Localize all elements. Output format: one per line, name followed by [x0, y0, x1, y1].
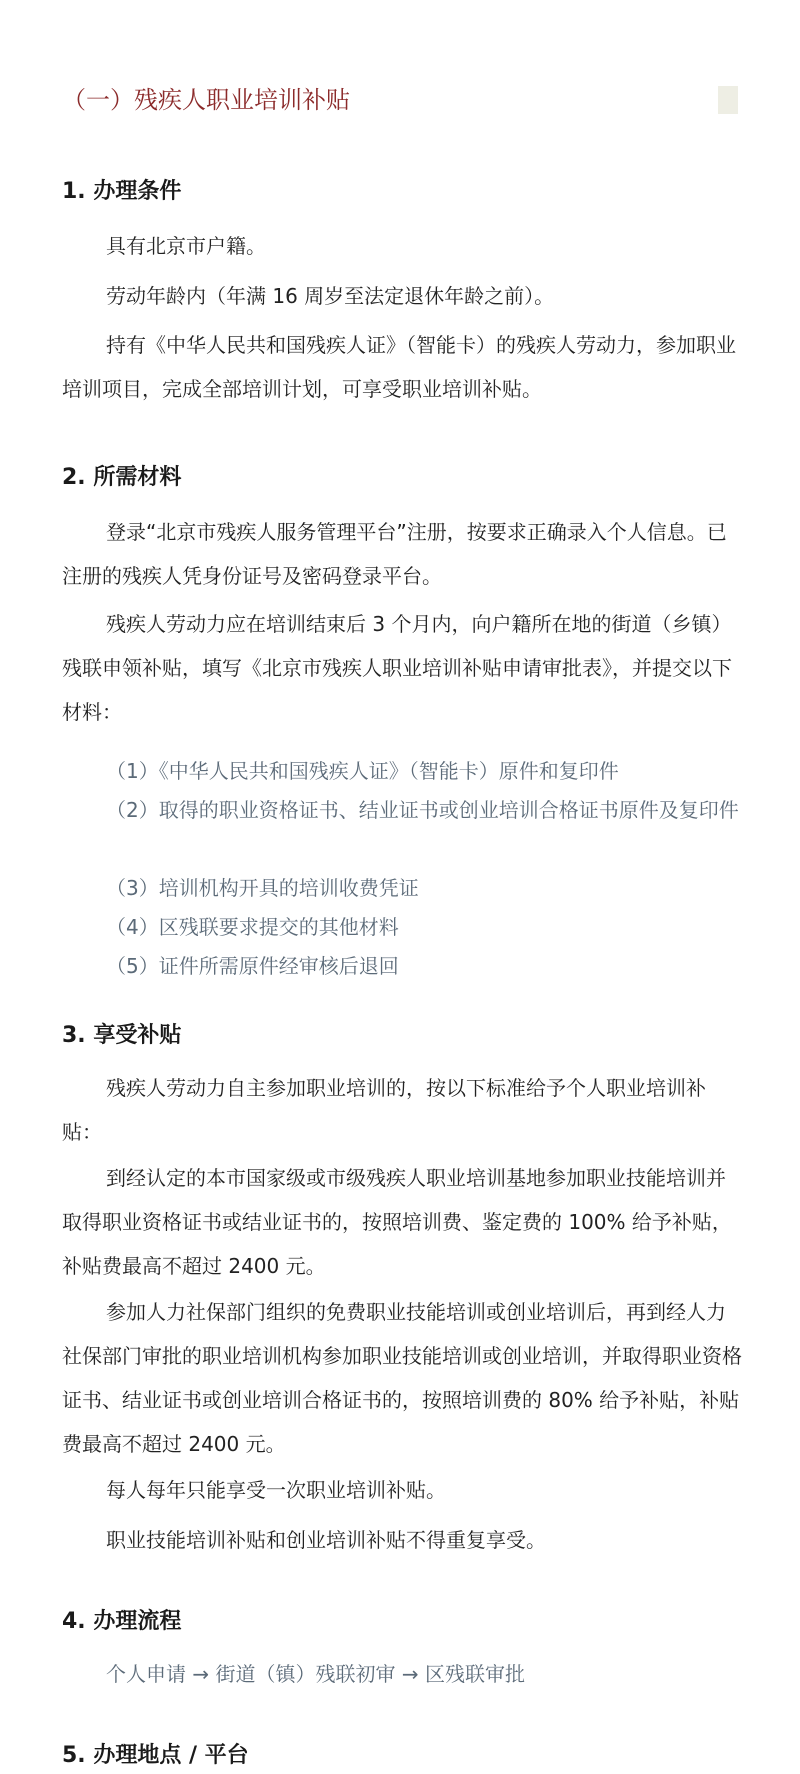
materials-heading: 2. 所需材料	[62, 465, 182, 490]
corner-mark	[718, 86, 738, 114]
section-title: （一）残疾人职业培训补贴	[62, 86, 350, 114]
materials-list-item: （4）区残联要求提交的其他材料	[106, 915, 399, 939]
subsidy-paragraph: 到经认定的本市国家级或市级残疾人职业培训基地参加职业技能培训并取得职业资格证书或结业证书的，按照培训费、鉴定费的 100% 给予补贴，补贴费最高不超过 2400 元。	[62, 1166, 732, 1278]
materials-list-item: （5）证件所需原件经审核后退回	[106, 954, 399, 978]
condition-item: 劳动年龄内（年满 16 周岁至法定退休年龄之前）。	[106, 284, 555, 308]
process-heading: 4. 办理流程	[62, 1609, 182, 1634]
materials-paragraph: 登录“北京市残疾人服务管理平台”注册，按要求正确录入个人信息。已注册的残疾人凭身份证号及密码登录平台。	[62, 520, 727, 588]
conditions-heading: 1. 办理条件	[62, 179, 182, 204]
materials-list-item: （3）培训机构开具的培训收费凭证	[106, 876, 419, 900]
condition-item: 持有《中华人民共和国残疾人证》（智能卡）的残疾人劳动力，参加职业培训项目，完成全部培训计划，可享受职业培训补贴。	[62, 333, 736, 401]
condition-item: 具有北京市户籍。	[106, 234, 266, 258]
materials-list-item: （2）取得的职业资格证书、结业证书或创业培训合格证书原件及复印件	[106, 798, 739, 822]
subsidy-paragraph: 职业技能培训补贴和创业培训补贴不得重复享受。	[106, 1528, 546, 1552]
process-flow: 个人申请 → 街道（镇）残联初审 → 区残联审批	[106, 1662, 525, 1686]
materials-paragraph: 残疾人劳动力应在培训结束后 3 个月内，向户籍所在地的街道（乡镇）残联申领补贴，填写《北京市残疾人职业培训补贴申请审批表》，并提交以下材料：	[62, 612, 732, 724]
subsidy-paragraph: 残疾人劳动力自主参加职业培训的，按以下标准给予个人职业培训补贴：	[62, 1076, 706, 1144]
location-heading: 5. 办理地点 / 平台	[62, 1743, 249, 1768]
subsidy-heading: 3. 享受补贴	[62, 1023, 182, 1048]
materials-list-item: （1）《中华人民共和国残疾人证》（智能卡）原件和复印件	[106, 759, 619, 783]
subsidy-paragraph: 参加人力社保部门组织的免费职业技能培训或创业培训后，再到经人力社保部门审批的职业培训机构参加职业技能培训或创业培训，并取得职业资格证书、结业证书或创业培训合格证书的，按照培训费的 80% 给予补贴，补贴费最高不超过 2400 元。	[62, 1300, 742, 1456]
subsidy-paragraph: 每人每年只能享受一次职业培训补贴。	[106, 1478, 446, 1502]
